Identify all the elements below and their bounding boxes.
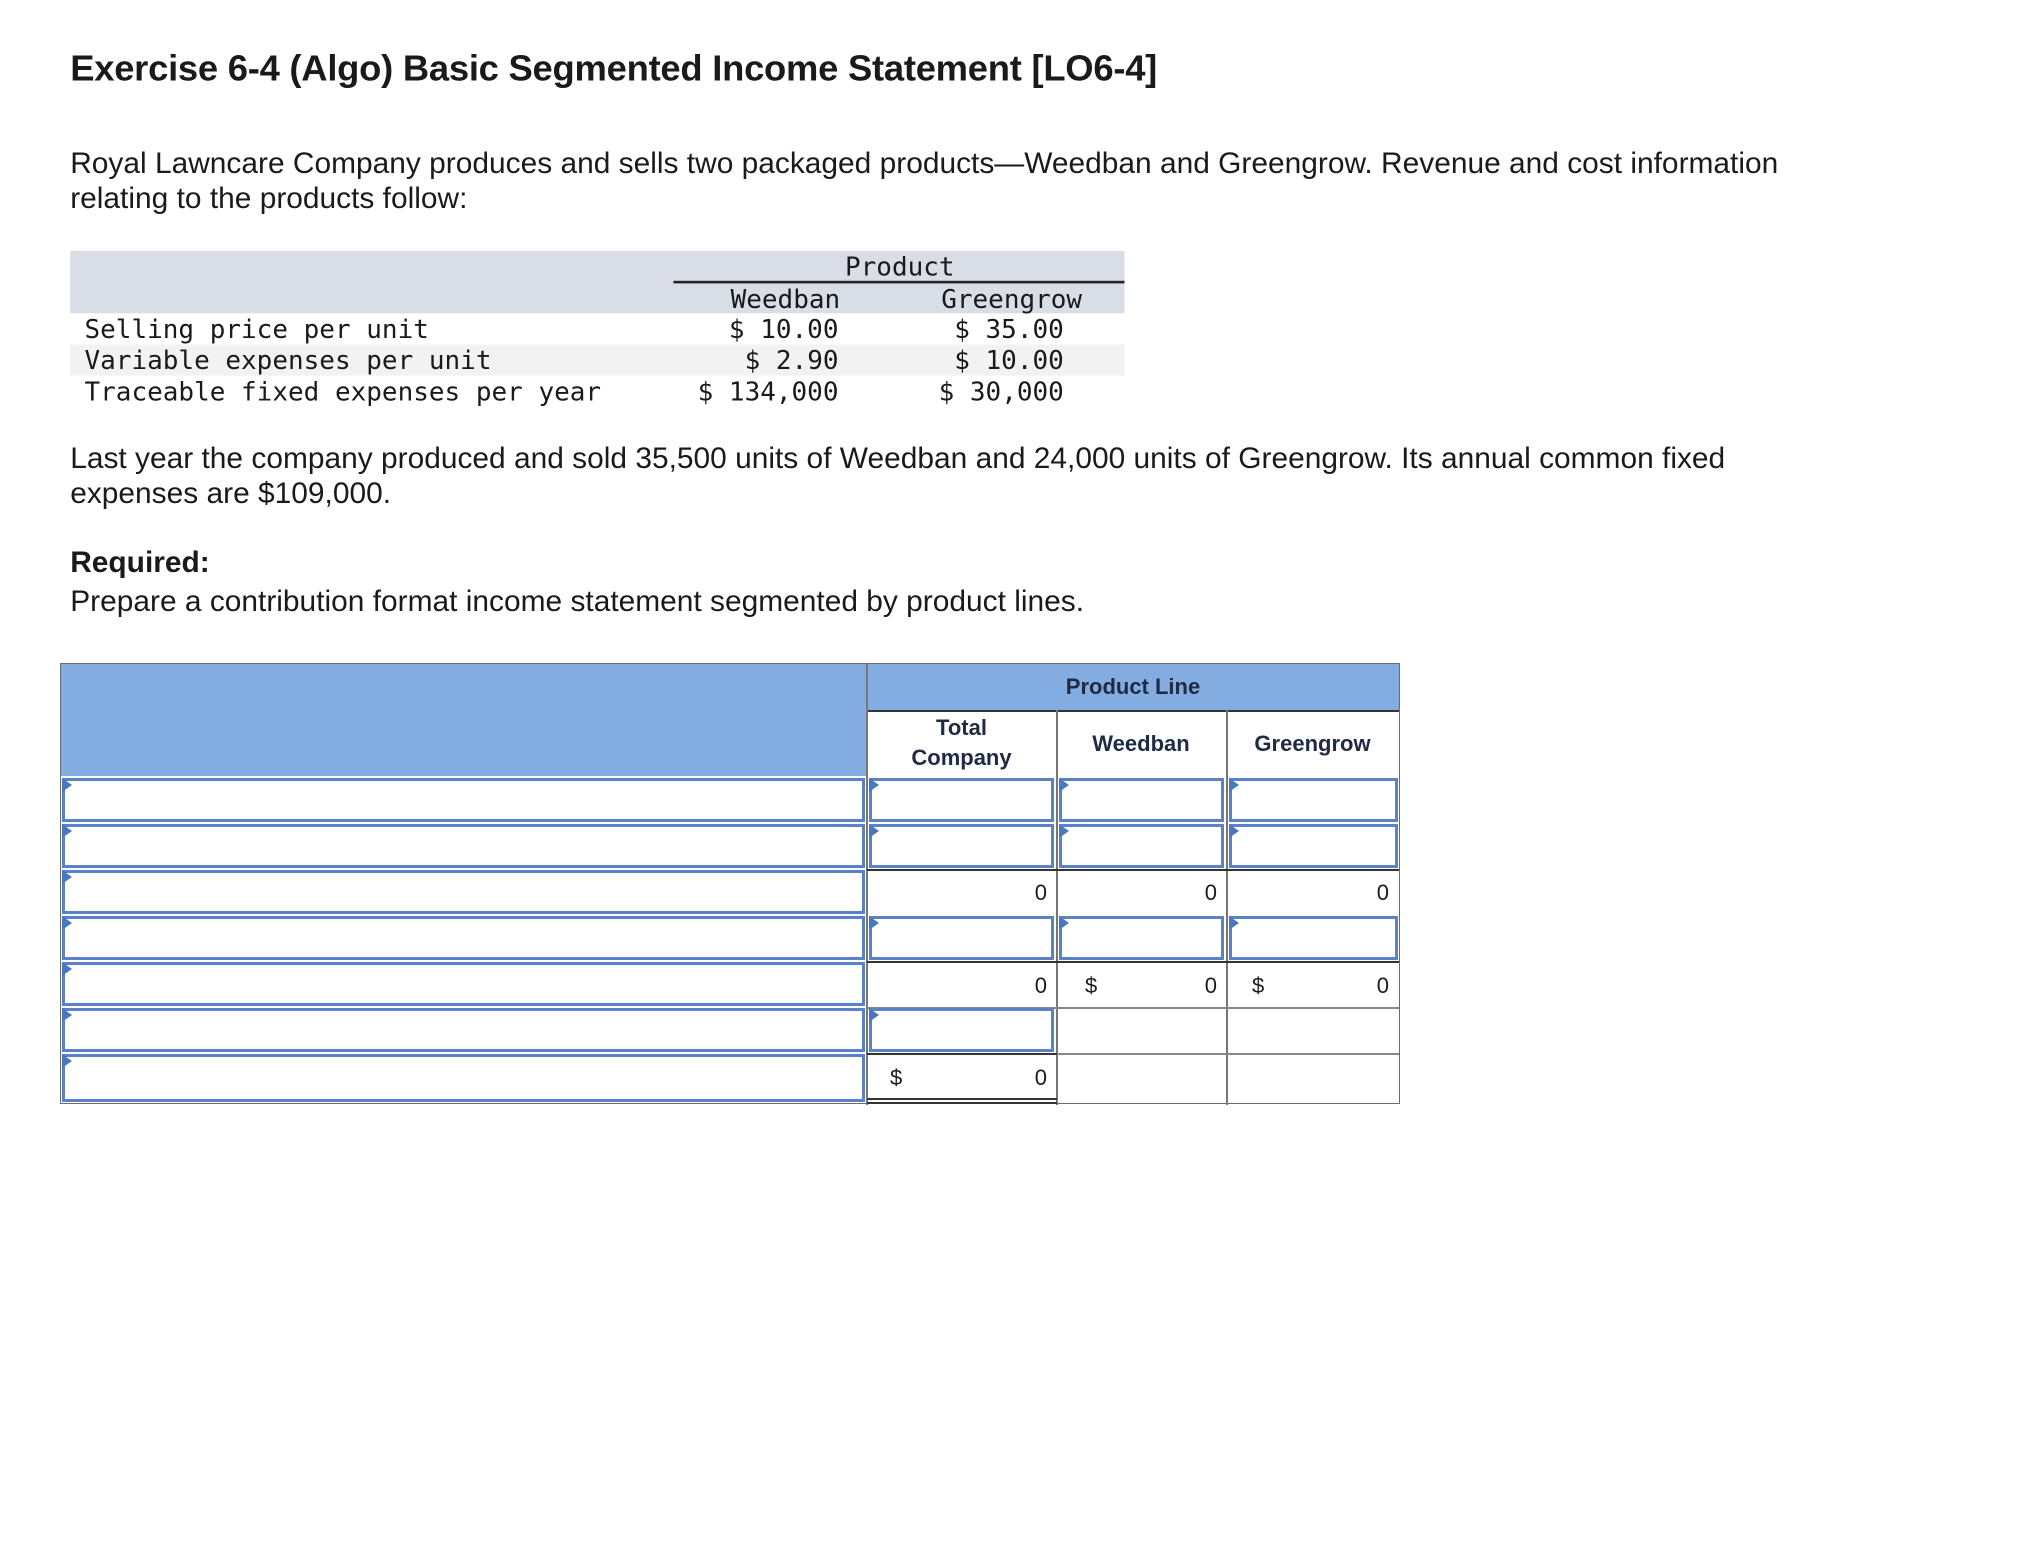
income-statement-table <box>60 663 1400 1104</box>
row6-label-input[interactable] <box>62 1008 865 1052</box>
row4-total-input[interactable] <box>869 916 1054 960</box>
row5-weedban-value: 0 <box>1204 973 1217 998</box>
given-row-label: Variable expenses per unit <box>84 344 492 376</box>
col-weedban: Weedban <box>1092 731 1190 756</box>
col-total-line1: Total <box>936 715 987 740</box>
given-row-label: Selling price per unit <box>84 313 429 345</box>
row3-label-input[interactable] <box>62 870 865 914</box>
given-row-weedban: $ 134,000 <box>697 375 839 407</box>
required-text: Prepare a contribution format income statement segmented by product lines. <box>70 583 1085 618</box>
row5-weedban-currency: $ <box>1085 973 1098 998</box>
intro-line-2: relating to the products follow: <box>70 180 468 215</box>
given-row-weedban: $ 2.90 <box>744 344 839 376</box>
required-heading: Required: <box>70 544 210 579</box>
row2-weedban-input[interactable] <box>1059 824 1224 868</box>
row4-greengrow-input[interactable] <box>1229 916 1398 960</box>
row5-greengrow-currency: $ <box>1252 973 1265 998</box>
context-line-2: expenses are $109,000. <box>70 475 392 510</box>
page-title: Exercise 6-4 (Algo) Basic Segmented Income Statement [LO6-4] <box>70 48 1158 89</box>
row4-label-input[interactable] <box>62 916 865 960</box>
product-line-header: Product Line <box>1065 674 1201 699</box>
row5-label-input[interactable] <box>62 962 865 1006</box>
row7-total-currency: $ <box>890 1065 903 1090</box>
given-group-header: Product <box>844 250 955 283</box>
context-line-1: Last year the company produced and sold 35,500 units of Weedban and 24,000 units of Greengrow. Its annual common fixed <box>70 440 1726 475</box>
row1-greengrow-input[interactable] <box>1229 778 1398 822</box>
row6-total-input[interactable] <box>869 1008 1054 1052</box>
given-row-greengrow: $ 30,000 <box>938 375 1064 407</box>
row5-greengrow-value: 0 <box>1376 973 1389 998</box>
row2-total-input[interactable] <box>869 824 1054 868</box>
given-data-table <box>70 251 1124 407</box>
row7-label-input[interactable] <box>62 1054 865 1102</box>
row1-label-input[interactable] <box>62 778 865 822</box>
given-row-greengrow: $ 10.00 <box>954 344 1064 376</box>
row7-total-value: 0 <box>1034 1065 1047 1090</box>
given-row-weedban: $ 10.00 <box>728 313 839 345</box>
row2-greengrow-input[interactable] <box>1229 824 1398 868</box>
row2-label-input[interactable] <box>62 824 865 868</box>
col-greengrow: Greengrow <box>1254 731 1371 756</box>
row3-total-value: 0 <box>1034 880 1047 905</box>
given-row-label: Traceable fixed expenses per year <box>84 375 602 407</box>
given-col-weedban: Weedban <box>730 283 841 315</box>
given-col-greengrow: Greengrow <box>941 283 1083 315</box>
row1-weedban-input[interactable] <box>1059 778 1224 822</box>
row1-total-input[interactable] <box>869 778 1054 822</box>
row5-total-value: 0 <box>1034 973 1047 998</box>
col-total-line2: Company <box>911 745 1012 770</box>
row3-greengrow-value: 0 <box>1376 880 1389 905</box>
row4-weedban-input[interactable] <box>1059 916 1224 960</box>
intro-line-1: Royal Lawncare Company produces and sells two packaged products—Weedban and Greengrow. Revenue and cost information <box>70 145 1779 180</box>
row3-weedban-value: 0 <box>1204 880 1217 905</box>
given-row-greengrow: $ 35.00 <box>954 313 1064 345</box>
